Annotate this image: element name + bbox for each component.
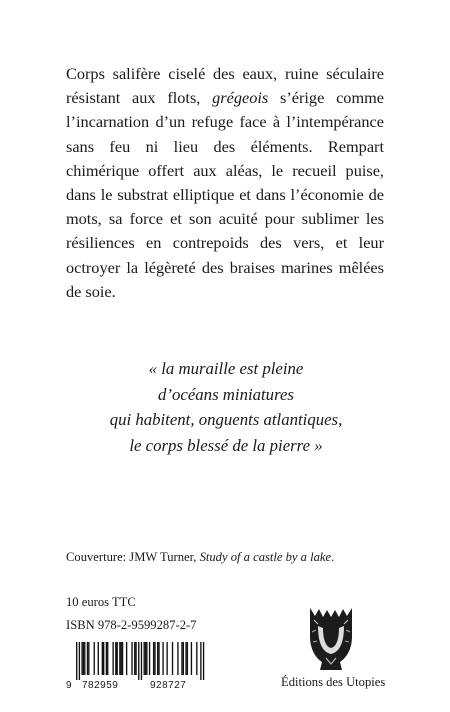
barcode-bar (203, 642, 204, 680)
cover-credit (66, 549, 334, 565)
barcode-bar (134, 642, 135, 675)
barcode-bar (172, 642, 173, 675)
barcode-bar (177, 642, 178, 675)
barcode-bar (88, 642, 89, 675)
barcode-left-group: 782959 (82, 680, 119, 691)
barcode-bar (200, 642, 201, 680)
barcode-bar (138, 642, 139, 680)
isbn-label: ISBN 978-2-9599287-2-7 (66, 618, 197, 632)
barcode-bar (158, 642, 159, 675)
barcode-bar (141, 642, 142, 680)
barcode-bar (196, 642, 197, 675)
barcode-right-group: 928727 (150, 680, 187, 691)
barcode-bar (162, 642, 163, 675)
barcode-bar (135, 642, 136, 675)
barcode-bar (187, 642, 188, 675)
barcode-bar (122, 642, 123, 675)
quote-line-4: le corps blessé de la pierre » (129, 435, 323, 455)
blurb-text-start: Corps salifère ciselé des eaux, ruine séculaire résistant aux flots, (66, 64, 384, 108)
book-title-italic: grégeois (212, 88, 269, 108)
barcode-bar (144, 642, 145, 675)
barcode-bar (191, 642, 192, 675)
barcode-bar (102, 642, 103, 675)
barcode-bar (154, 642, 155, 675)
barcode-bars (66, 642, 216, 680)
barcode-bar (153, 642, 154, 675)
barcode-bar (126, 642, 127, 675)
barcode-bar (121, 642, 122, 675)
barcode-bar (181, 642, 182, 675)
barcode-bar (107, 642, 108, 675)
quote-line-2: d’océans miniatures (158, 384, 294, 404)
barcode-bar (84, 642, 85, 675)
barcode-bar (81, 642, 82, 675)
barcode-bar (76, 642, 77, 680)
barcode-bar (149, 642, 150, 675)
barcode-bar (157, 642, 158, 675)
barcode-bar (166, 642, 167, 675)
barcode-bar (98, 642, 99, 675)
barcode-bar (112, 642, 113, 675)
barcode-bar (119, 642, 120, 675)
pull-quote (60, 356, 392, 458)
barcode-bar (117, 642, 118, 675)
quote-line-3: qui habitent, onguents atlantiques, (109, 410, 343, 429)
barcode-bar (146, 642, 147, 675)
barcode-bar (83, 642, 84, 675)
barcode-bar (106, 642, 107, 675)
barcode-bar (185, 642, 186, 675)
barcode-bar (87, 642, 88, 675)
utopies-castle-logo-icon (306, 606, 356, 672)
cover-credit-prefix: Couverture: JMW Turner, (66, 550, 200, 564)
barcode-bar (145, 642, 146, 675)
barcode-bar (103, 642, 104, 675)
publisher-logo-icon (306, 606, 356, 672)
barcode-bar (79, 642, 80, 680)
back-cover-blurb (66, 62, 384, 304)
cover-credit-suffix: . (331, 550, 335, 564)
publisher-name: Éditions des Utopies (281, 675, 386, 689)
barcode-bar (183, 642, 184, 675)
cover-artwork-title: Study of a castle by a lake (199, 550, 332, 564)
price-label: 10 euros TTC (66, 595, 136, 609)
blurb-text-end: s’érige comme l’incarnation d’un refuge face à l’intempérance sans feu ni lieu des éléments. Rempart chimérique offert aux aléas, le recueil puise, dans le substrat elliptique et dans l’économie de mots, sa force et son acuité pour sublimer les résiliences en contrepoids des vers, et leur octroyer la légèreté des braises marines mêlées de soie. (66, 88, 385, 301)
quote-line-1: « la muraille est pleine (148, 359, 304, 378)
barcode-bar (115, 642, 116, 675)
barcode-first-digit: 9 (66, 680, 73, 691)
barcode-bar (131, 642, 132, 675)
barcode-bar (94, 642, 95, 675)
